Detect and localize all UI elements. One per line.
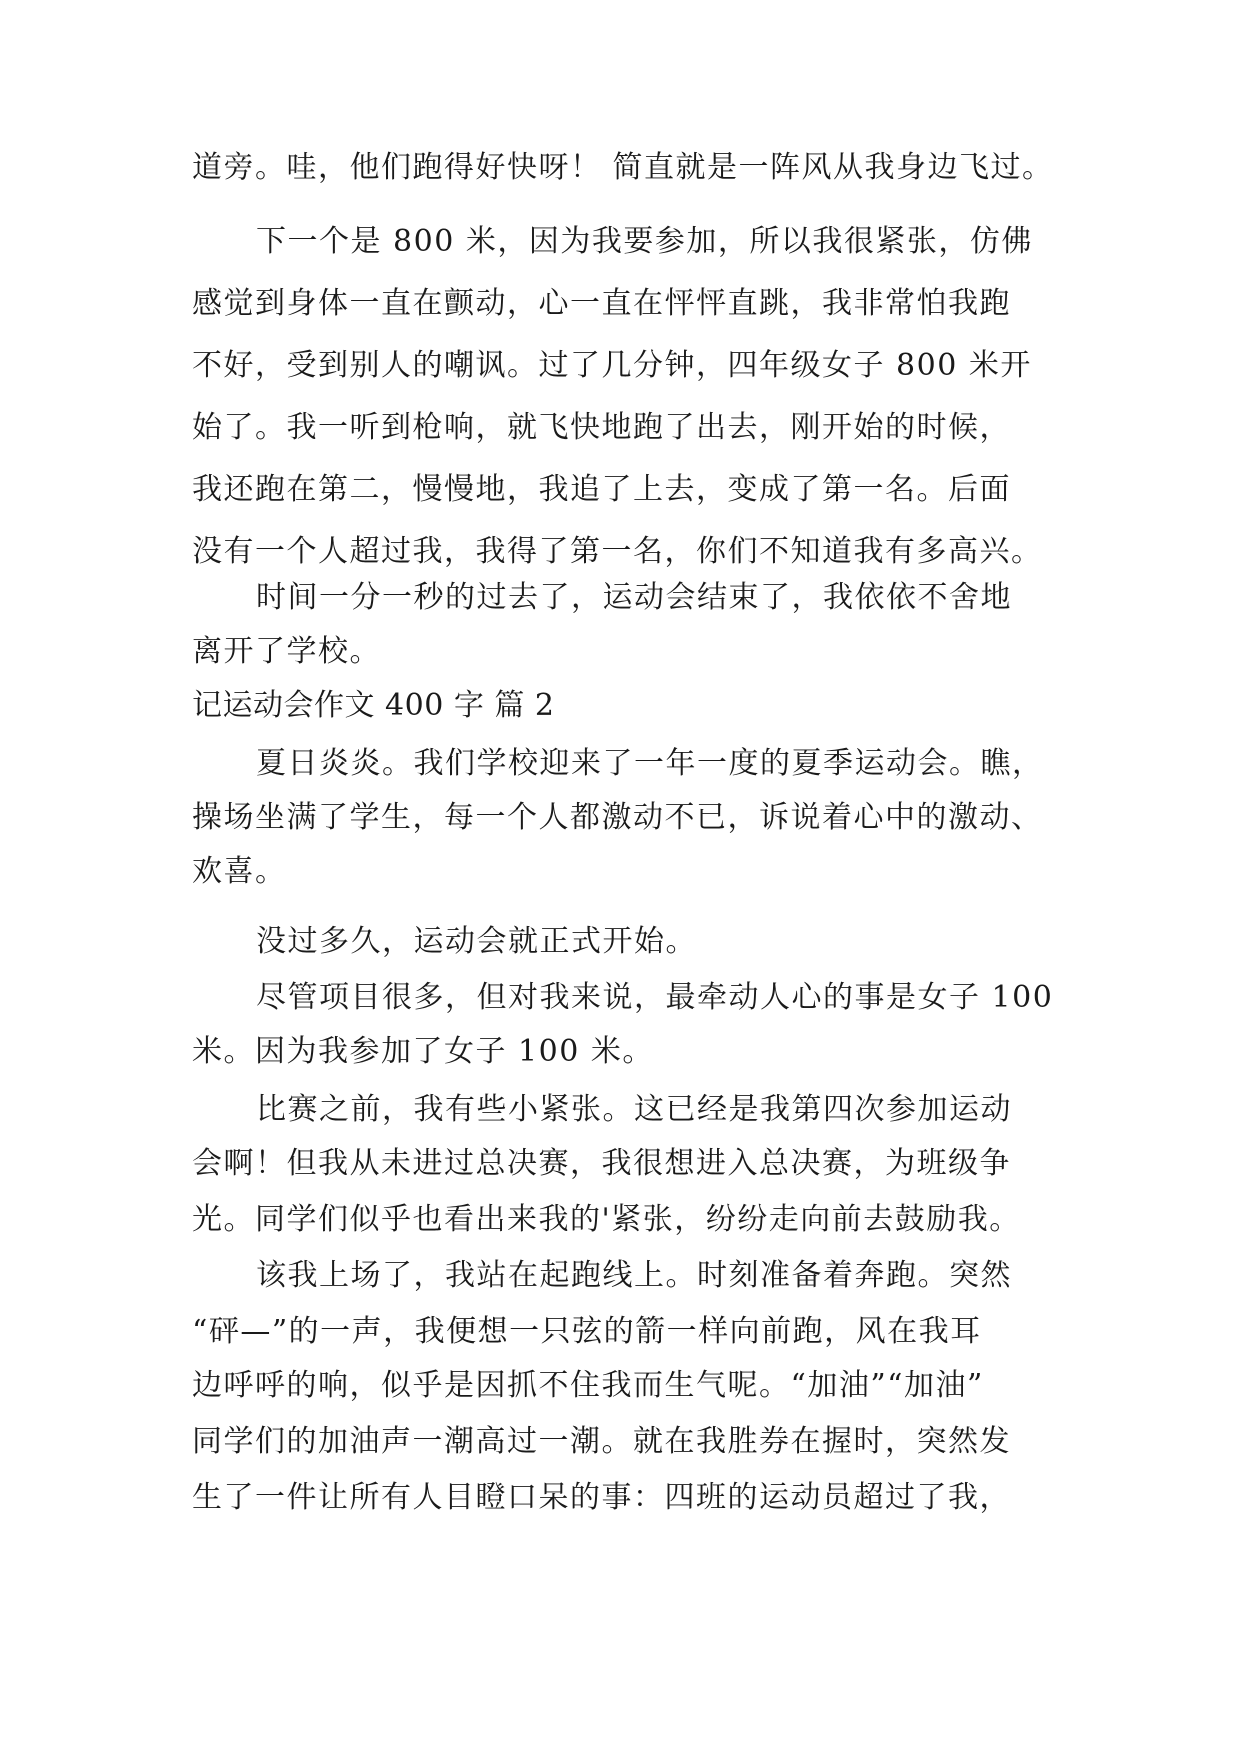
text-line: 尽管项目很多，但对我来说，最牵动人心的事是女子 100 bbox=[256, 980, 1054, 1015]
text-line: 时间一分一秒的过去了，运动会结束了，我依依不舍地 bbox=[256, 580, 1012, 615]
text-line: 始了。我一听到枪响，就飞快地跑了出去，刚开始的时候， bbox=[192, 410, 1011, 445]
text-line: 离开了学校。 bbox=[192, 634, 381, 669]
text-line: 米。因为我参加了女子 100 米。 bbox=[192, 1034, 654, 1069]
text-line: 不好，受到别人的嘲讽。过了几分钟，四年级女子 800 米开 bbox=[192, 348, 1032, 383]
section-heading: 记运动会作文 400 字 篇 2 bbox=[192, 688, 555, 723]
text-line: 道旁。哇，他们跑得好快呀！ 简直就是一阵风从我身边飞过。 bbox=[192, 150, 1054, 185]
text-line: 夏日炎炎。我们学校迎来了一年一度的夏季运动会。瞧， bbox=[256, 746, 1044, 781]
text-line: 该我上场了，我站在起跑线上。时刻准备着奔跑。突然 bbox=[256, 1258, 1012, 1293]
text-line: 比赛之前，我有些小紧张。这已经是我第四次参加运动 bbox=[256, 1092, 1012, 1127]
text-line: 欢喜。 bbox=[192, 854, 287, 889]
text-line: 没过多久，运动会就正式开始。 bbox=[256, 924, 697, 959]
text-line: 生了一件让所有人目瞪口呆的事：四班的运动员超过了我， bbox=[192, 1480, 1011, 1515]
text-line: 我还跑在第二，慢慢地，我追了上去，变成了第一名。后面 bbox=[192, 472, 1011, 507]
text-line: 操场坐满了学生，每一个人都激动不已，诉说着心中的激动、 bbox=[192, 800, 1043, 835]
text-line: 感觉到身体一直在颤动，心一直在怦怦直跳，我非常怕我跑 bbox=[192, 286, 1011, 321]
text-line: 同学们的加油声一潮高过一潮。就在我胜券在握时，突然发 bbox=[192, 1424, 1011, 1459]
text-line: 会啊！但我从未进过总决赛，我很想进入总决赛，为班级争 bbox=[192, 1146, 1011, 1181]
text-line: 光。同学们似乎也看出来我的'紧张，纷纷走向前去鼓励我。 bbox=[192, 1202, 1021, 1237]
text-line: 没有一个人超过我，我得了第一名，你们不知道我有多高兴。 bbox=[192, 534, 1043, 569]
text-line: 边呼呼的响，似乎是因抓不住我而生气呢。“加油”“加油” bbox=[192, 1368, 984, 1403]
text-line: 下一个是 800 米，因为我要参加，所以我很紧张，仿佛 bbox=[256, 224, 1033, 259]
text-line: “砰—”的一声，我便想一只弦的箭一样向前跑，风在我耳 bbox=[192, 1314, 982, 1349]
